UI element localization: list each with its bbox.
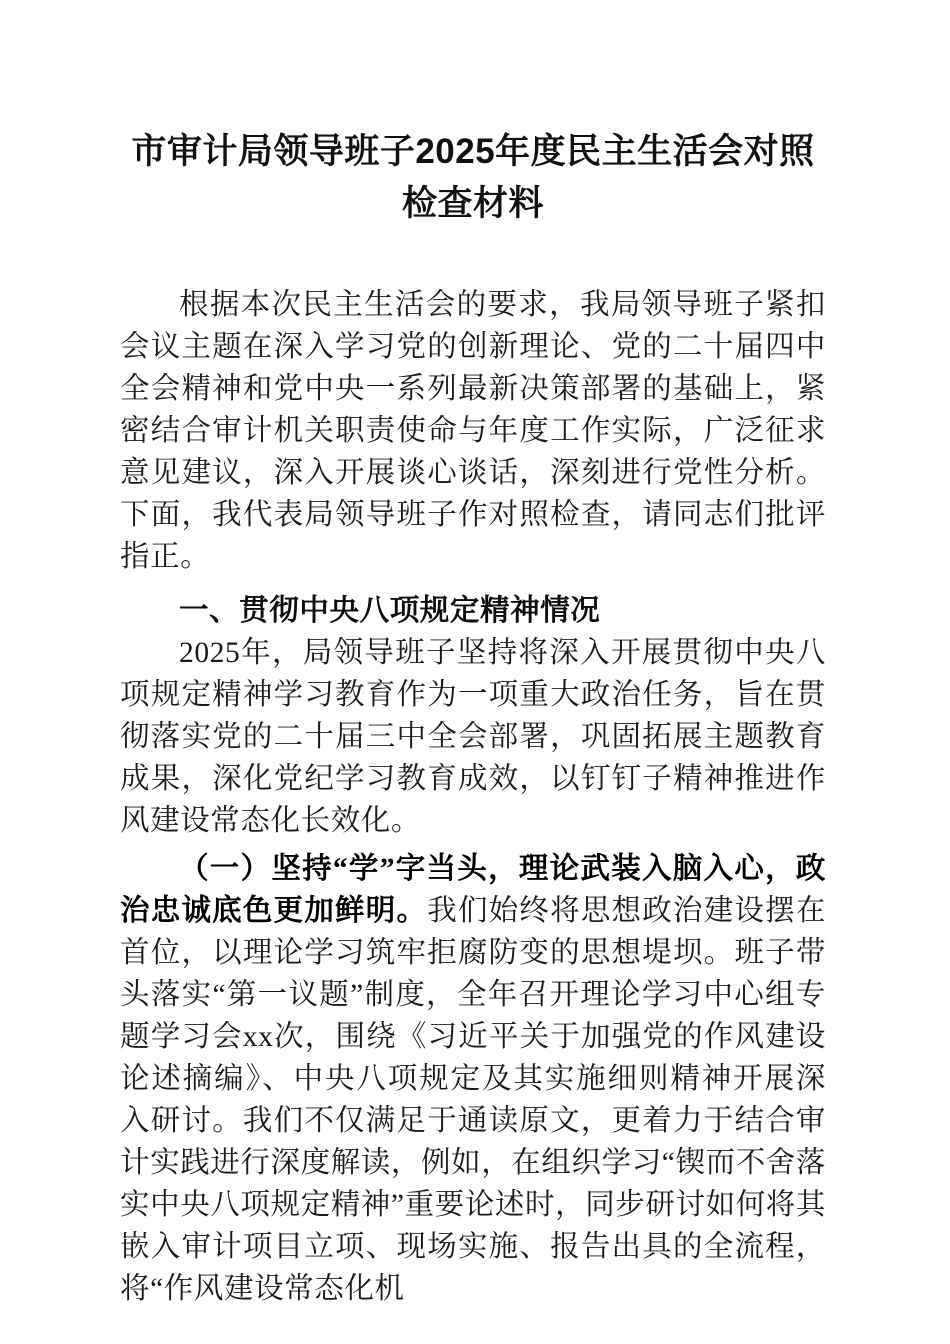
subsection-one-paragraph [120,848,826,1310]
intro-paragraph: 根据本次民主生活会的要求，我局领导班子紧扣会议主题在深入学习党的创新理论、党的二十届四中全会精神和党中央一系列最新决策部署的基础上，紧密结合审计机关职责使命与年度工作实际，广泛征求意见建议，深入开展谈心谈话，深刻进行党性分析。下面，我代表局领导班子作对照检查，请同志们批评指正。 [120,289,826,573]
page-title: 市审计局领导班子2025年度民主生活会对照检查材料 [131,132,815,223]
document-content [120,0,826,1310]
subsection-one-body: 我们始终将思想政治建设摆在首位，以理论学习筑牢拒腐防变的思想堤坝。班子带头落实“第一议题”制度，全年召开理论学习中心组专题学习会xx次，围绕《习近平关于加强党的作风建设论述摘编》、中央八项规定及其实施细则精神开展深入研讨。我们不仅满足于通读原文，更着力于结合审计实践进行深度解读，例如，在组织学习“锲而不舍落实中央八项规定精神”重要论述时，同步研讨如何将其嵌入审计项目立项、现场实施、报告出具的全流程，将“作风建设常态化机 [120,895,826,1305]
section-heading-one: 一、贯彻中央八项规定精神情况 [179,594,601,627]
section-one-paragraph: 2025年，局领导班子坚持将深入开展贯彻中央八项规定精神学习教育作为一项重大政治任务，旨在贯彻落实党的二十届三中全会部署，巩固拓展主题教育成果，深化党纪学习教育成效，以钉钉子精神推进作风建设常态化长效化。 [120,637,826,837]
subsection-one-lead: （一）坚持“学”字当头，理论武装入脑入心，政治忠诚底色更加鲜明。 [120,853,826,927]
